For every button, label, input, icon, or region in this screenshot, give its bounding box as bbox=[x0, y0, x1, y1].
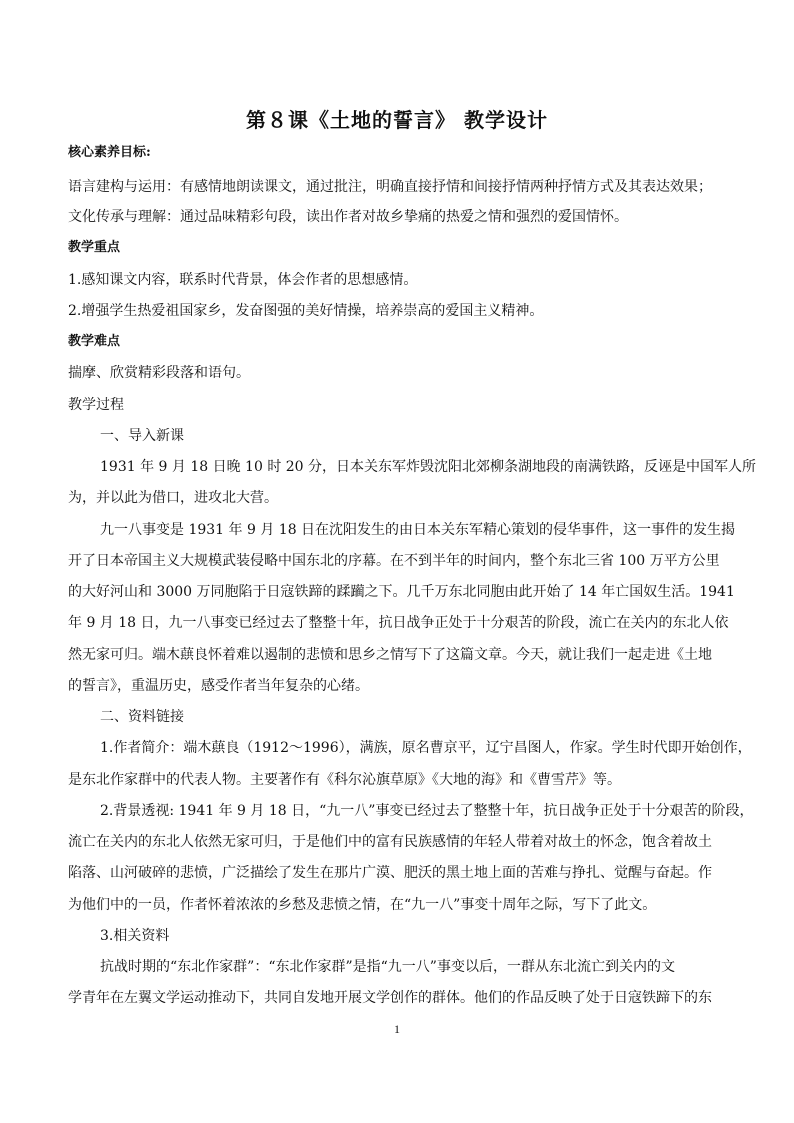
paragraph-line: 为他们中的一员，作者怀着浓浓的乡愁及悲愤之情，在“九一八”事变十周年之际，写下了此文。 bbox=[68, 897, 657, 913]
goals-heading: 核心素养目标: bbox=[68, 145, 151, 160]
difficulty-item: 揣摩、欣赏精彩段落和语句。 bbox=[68, 365, 250, 381]
paragraph-line: 1.作者简介：端木蕻良（1912～1996），满族，原名曹京平，辽宁昌图人，作家。学生时代即开始创作， bbox=[100, 740, 752, 756]
paragraph-line: 九一八事变是 1931 年 9 月 18 日在沈阳发生的由日本关东军精心策划的侵华事件，这一事件的发生揭 bbox=[100, 522, 736, 538]
section-heading-intro: 一、导入新课 bbox=[100, 428, 184, 444]
process-heading: 教学过程 bbox=[68, 397, 124, 413]
section-heading-materials: 二、资料链接 bbox=[100, 709, 184, 725]
key-point-item: 2.增强学生热爱祖国家乡，发奋图强的美好情操，培养崇高的爱国主义精神。 bbox=[68, 303, 544, 319]
key-points-heading: 教学重点 bbox=[68, 240, 121, 255]
paragraph-line: 的誓言》，重温历史，感受作者当年复杂的心绪。 bbox=[68, 678, 369, 694]
paragraph-line: 流亡在关内的东北人依然无家可归，于是他们中的富有民族感情的年轻人带着对故土的怀念，饱含着故土 bbox=[68, 834, 712, 850]
paragraph-line: 是东北作家群中的代表人物。主要著作有《科尔沁旗草原》《大地的海》和《曹雪芹》等。 bbox=[68, 772, 621, 788]
goal-item: 文化传承与理解：通过品味精彩句段，读出作者对故乡挚痛的热爱之情和强烈的爱国情怀。 bbox=[68, 209, 628, 225]
goal-item: 语言建构与运用：有感情地朗读课文，通过批注，明确直接抒情和间接抒情两种抒情方式及其表达效果； bbox=[68, 179, 712, 195]
paragraph-line: 学青年在左翼文学运动推动下，共同自发地开展文学创作的群体。他们的作品反映了处于日寇铁蹄下的东 bbox=[68, 990, 712, 1006]
paragraph-line: 然无家可归。端木蕻良怀着难以遏制的悲愤和思乡之情写下了这篇文章。今天，就让我们一起走进《土地 bbox=[68, 647, 712, 663]
paragraph-line: 1931 年 9 月 18 日晚 10 时 20 分，日本关东军炸毁沈阳北郊柳条湖地段的南满铁路，反诬是中国军人所 bbox=[100, 459, 757, 475]
paragraph-line: 开了日本帝国主义大规模武装侵略中国东北的序幕。在不到半年的时间内，整个东北三省 100 万平方公里 bbox=[68, 553, 720, 569]
paragraph-line: 陷落、山河破碎的悲愤，广泛描绘了发生在那片广漠、肥沃的黑土地上面的苦难与挣扎、觉醒与奋起。作 bbox=[68, 865, 712, 881]
paragraph-line: 的大好河山和 3000 万同胞陷于日寇铁蹄的蹂躏之下。几千万东北同胞由此开始了 14 年亡国奴生活。1941 bbox=[68, 584, 735, 600]
paragraph-line: 2.背景透视: 1941 年 9 月 18 日，“九一八”事变已经过去了整整十年，抗日战争正处于十分艰苦的阶段， bbox=[100, 803, 754, 819]
document-title: 第８课《土地的誓言》 教学设计 bbox=[246, 108, 548, 132]
page-number: 1 bbox=[394, 1022, 400, 1036]
paragraph-line: 抗战时期的“东北作家群”：“东北作家群”是指“九一八”事变以后，一群从东北流亡到关内的文 bbox=[100, 959, 675, 975]
paragraph-line: 为，并以此为借口，进攻北大营。 bbox=[68, 490, 278, 506]
section-heading-related: 3.相关资料 bbox=[100, 928, 170, 944]
paragraph-line: 年 9 月 18 日，九一八事变已经过去了整整十年，抗日战争正处于十分艰苦的阶段，流亡在关内的东北人依 bbox=[68, 615, 729, 631]
difficulties-heading: 教学难点 bbox=[68, 334, 121, 349]
key-point-item: 1.感知课文内容，联系时代背景，体会作者的思想感情。 bbox=[68, 272, 418, 288]
